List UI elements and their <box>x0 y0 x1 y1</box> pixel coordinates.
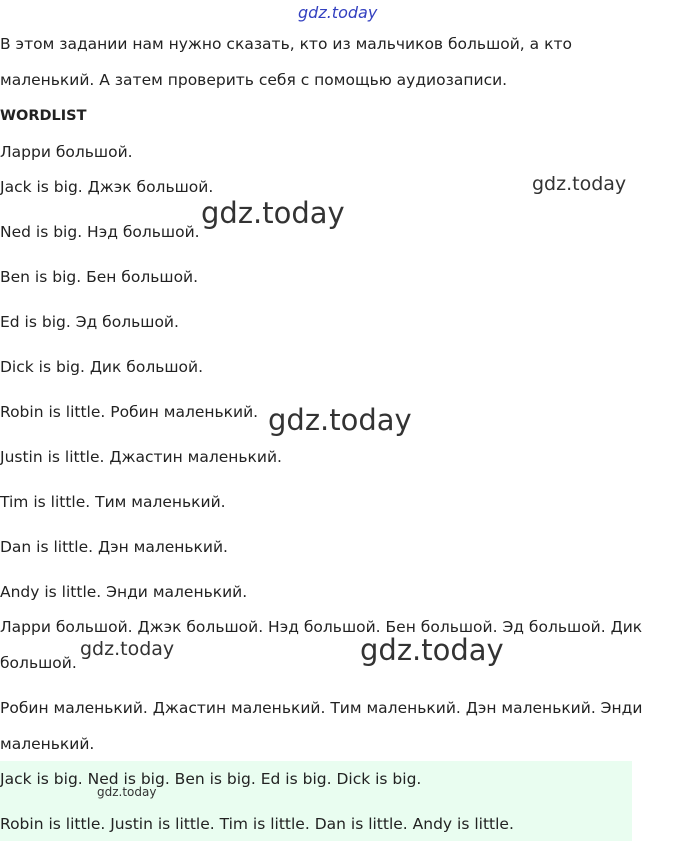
wordlist-item: Ed is big. Эд большой. <box>0 313 179 331</box>
summary-little-line-1: Робин маленький. Джастин маленький. Тим маленький. Дэн маленький. Энди <box>0 699 643 717</box>
wordlist-item: Ben is big. Бен большой. <box>0 268 199 286</box>
wordlist-item: Ned is big. Нэд большой. <box>0 223 200 241</box>
intro-line-2: маленький. А затем проверить себя с помощью аудиозаписи. <box>0 71 508 89</box>
watermark: gdz.today <box>80 638 175 660</box>
summary-big-line-2: большой. <box>0 654 77 672</box>
summary-little-line-2: маленький. <box>0 735 95 753</box>
wordlist-item: Dick is big. Дик большой. <box>0 358 204 376</box>
wordlist-item: Robin is little. Робин маленький. <box>0 403 259 421</box>
wordlist-item: Ларри большой. <box>0 143 133 161</box>
watermark: gdz.today <box>268 403 412 437</box>
watermark: gdz.today <box>532 173 627 195</box>
answer-little: Robin is little. Justin is little. Tim is little. Dan is little. Andy is little. <box>0 815 514 833</box>
intro-line-1: В этом задании нам нужно сказать, кто из мальчиков большой, а кто <box>0 35 572 53</box>
summary-big-line-1: Ларри большой. Джэк большой. Нэд большой. Бен большой. Эд большой. Дик <box>0 618 643 636</box>
watermark: gdz.today <box>360 633 504 667</box>
wordlist-item: Dan is little. Дэн маленький. <box>0 538 228 556</box>
wordlist-item: Andy is little. Энди маленький. <box>0 583 248 601</box>
wordlist-item: Tim is little. Тим маленький. <box>0 493 226 511</box>
watermark: gdz.today <box>97 785 157 799</box>
wordlist-item: Justin is little. Джастин маленький. <box>0 448 282 466</box>
top-watermark: gdz.today <box>298 3 378 22</box>
wordlist-heading: WORDLIST <box>0 108 87 124</box>
wordlist-item: Jack is big. Джэк большой. <box>0 178 214 196</box>
watermark: gdz.today <box>201 196 345 230</box>
answer-big: Jack is big. Ned is big. Ben is big. Ed is big. Dick is big. <box>0 770 422 788</box>
